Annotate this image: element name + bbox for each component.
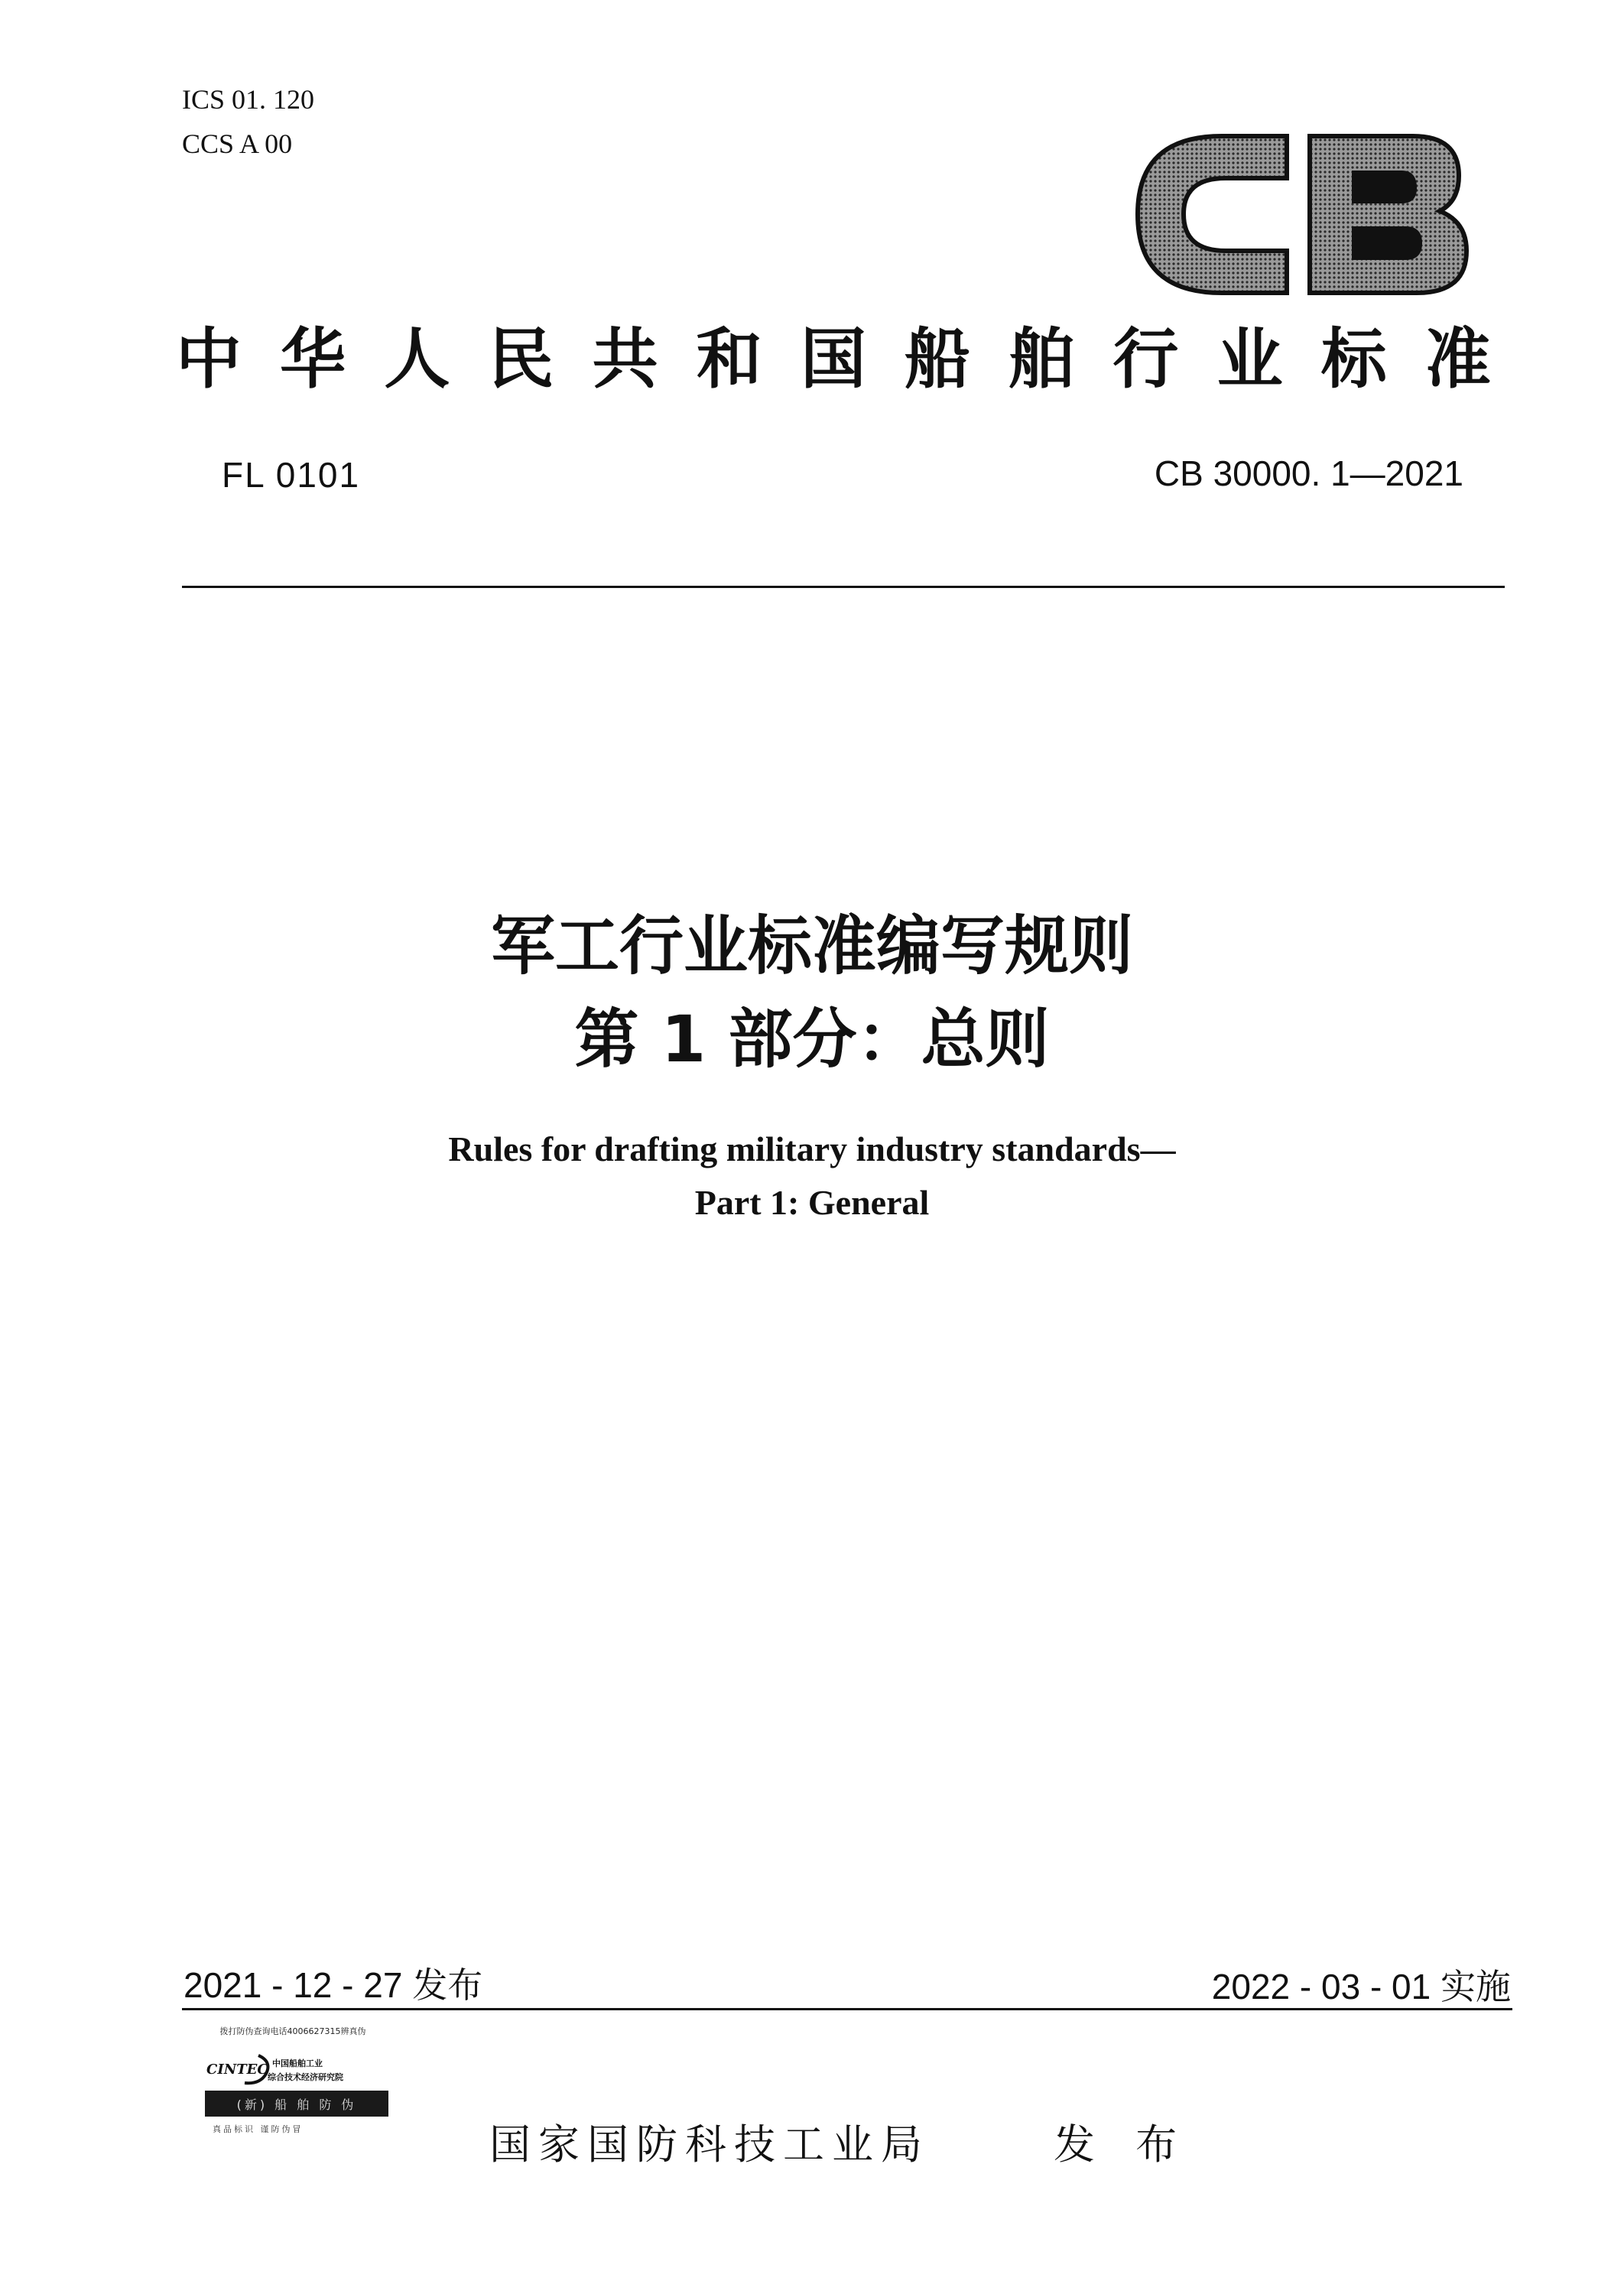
cb-logo xyxy=(1130,128,1474,301)
label-org-line2: 综合技术经济研究院 xyxy=(268,2072,343,2082)
english-title-line1: Rules for drafting military industry standards— xyxy=(448,1129,1176,1168)
bottom-divider xyxy=(182,2008,1512,2010)
publisher-name: 国家国防科技工业局 xyxy=(489,2120,930,2169)
chinese-title-line1: 军工行业标准编写规则 xyxy=(490,908,1133,983)
ics-code: ICS 01. 120 xyxy=(182,84,315,115)
org-title-char: 准 xyxy=(1424,321,1491,398)
org-title-char: 国 xyxy=(800,321,866,398)
org-title-char: 共 xyxy=(592,321,658,398)
org-title-char: 行 xyxy=(1112,321,1179,398)
publish-verb: 发 布 xyxy=(1054,2120,1191,2169)
org-title-char: 人 xyxy=(384,321,450,398)
label-footer-text: 真品标识 谨防伪冒 xyxy=(213,2124,304,2134)
label-band: (新) 船 舶 防 伪 xyxy=(205,2091,388,2117)
org-title-char: 和 xyxy=(696,321,762,398)
org-title-char: 标 xyxy=(1320,321,1387,398)
org-title-char: 船 xyxy=(905,321,971,398)
implement-label: 实施 xyxy=(1440,1966,1511,2007)
org-title xyxy=(176,321,1491,398)
top-divider xyxy=(182,586,1505,588)
org-title-char: 中 xyxy=(176,321,242,398)
cintec-logo xyxy=(205,2051,274,2088)
implement-date-value: 2022 - 03 - 01 xyxy=(1211,1967,1431,2006)
label-hint-text: 拨打防伪查询电话4006627315辨真伪 xyxy=(219,2026,366,2036)
chinese-title-line2: 第 1 部分：总则 xyxy=(574,1002,1050,1077)
standard-number: CB 30000. 1—2021 xyxy=(1154,453,1463,493)
org-title-char: 舶 xyxy=(1009,321,1075,398)
implement-date xyxy=(1212,1959,1511,2010)
english-title-line2: Part 1: General xyxy=(694,1183,930,1222)
issue-label: 发布 xyxy=(412,1964,483,2006)
ccs-code: CCS A 00 xyxy=(182,128,293,159)
fl-code: FL 0101 xyxy=(222,455,361,495)
org-title-char: 业 xyxy=(1216,321,1283,398)
label-org-line1: 中国船舶工业 xyxy=(272,2058,323,2068)
org-title-char: 华 xyxy=(280,321,346,398)
org-title-char: 民 xyxy=(488,321,554,398)
issue-date-value: 2021 - 12 - 27 xyxy=(184,1965,403,2005)
cintec-brand: CINTEC xyxy=(206,2062,268,2078)
issue-date xyxy=(184,1958,482,2008)
anti-counterfeit-label xyxy=(182,2025,404,2140)
